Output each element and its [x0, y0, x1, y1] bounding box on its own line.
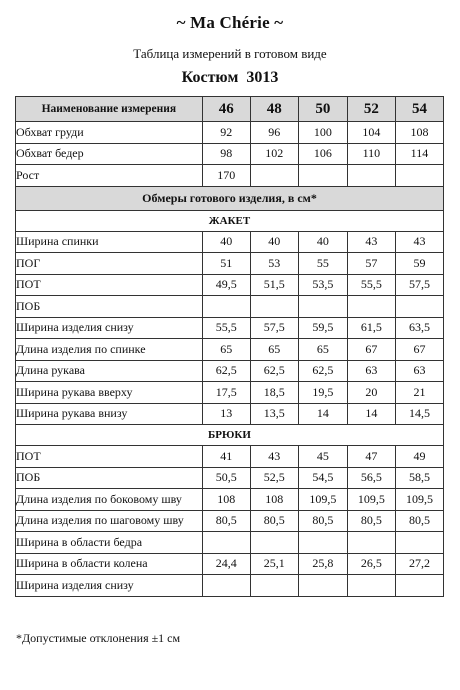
measurement-value: 14 — [347, 403, 395, 425]
measurement-value: 24,4 — [202, 553, 250, 575]
measurement-value: 106 — [298, 143, 347, 165]
measurement-value: 55,5 — [202, 317, 250, 339]
group-row — [16, 425, 444, 446]
column-header-size: 50 — [298, 97, 347, 122]
measurement-name: ПОБ — [16, 296, 203, 318]
table-row — [16, 253, 444, 275]
measurement-value: 13,5 — [250, 403, 298, 425]
measurement-value: 108 — [250, 489, 298, 511]
measurement-value: 43 — [250, 446, 298, 468]
table-row — [16, 575, 444, 597]
brand-title: ~ Ma Chérie ~ — [176, 13, 284, 32]
measurement-value — [298, 575, 347, 597]
table-row — [16, 122, 444, 144]
measurement-value — [202, 575, 250, 597]
measurement-value: 59,5 — [298, 317, 347, 339]
measurement-value: 25,8 — [298, 553, 347, 575]
measurement-value: 100 — [298, 122, 347, 144]
size-table — [15, 96, 444, 597]
measurement-value: 62,5 — [202, 360, 250, 382]
measurement-value: 109,5 — [347, 489, 395, 511]
table-row — [16, 360, 444, 382]
measurement-value: 96 — [250, 122, 298, 144]
table-header-row — [16, 97, 444, 122]
measurement-value: 110 — [347, 143, 395, 165]
column-header-size: 46 — [202, 97, 250, 122]
measurement-name: Рост — [16, 165, 203, 187]
column-header-size: 52 — [347, 97, 395, 122]
column-header-size: 54 — [395, 97, 443, 122]
table-row — [16, 446, 444, 468]
measurement-value: 65 — [202, 339, 250, 361]
measurement-value: 41 — [202, 446, 250, 468]
measurement-name: ПОТ — [16, 274, 203, 296]
measurement-value — [347, 296, 395, 318]
measurement-value: 54,5 — [298, 467, 347, 489]
measurement-value: 45 — [298, 446, 347, 468]
table-row — [16, 403, 444, 425]
document-subtitle: Таблица измерений в готовом виде — [133, 46, 327, 61]
measurement-value: 14 — [298, 403, 347, 425]
column-header-size: 48 — [250, 97, 298, 122]
measurement-value — [395, 532, 443, 554]
measurement-value — [202, 296, 250, 318]
measurement-name: ПОБ — [16, 467, 203, 489]
measurement-value — [395, 575, 443, 597]
measurement-value — [250, 532, 298, 554]
measurement-name: Длина рукава — [16, 360, 203, 382]
measurement-value: 57 — [347, 253, 395, 275]
measurement-value: 14,5 — [395, 403, 443, 425]
measurement-value: 109,5 — [395, 489, 443, 511]
measurement-value: 58,5 — [395, 467, 443, 489]
measurement-value: 51 — [202, 253, 250, 275]
measurement-value: 47 — [347, 446, 395, 468]
measurement-value: 80,5 — [298, 510, 347, 532]
measurement-name: Ширина спинки — [16, 231, 203, 253]
measurement-value — [298, 532, 347, 554]
measurement-value: 80,5 — [250, 510, 298, 532]
table-row — [16, 143, 444, 165]
measurement-value: 53 — [250, 253, 298, 275]
table-row — [16, 532, 444, 554]
measurement-value: 40 — [298, 231, 347, 253]
measurement-value: 92 — [202, 122, 250, 144]
measurement-value: 43 — [395, 231, 443, 253]
measurement-name: Длина изделия по боковому шву — [16, 489, 203, 511]
measurement-value — [250, 575, 298, 597]
measurement-name: Ширина рукава вверху — [16, 382, 203, 404]
table-row — [16, 274, 444, 296]
measurement-value — [298, 165, 347, 187]
measurement-value — [395, 296, 443, 318]
measurement-value: 63 — [395, 360, 443, 382]
table-row — [16, 489, 444, 511]
measurement-value: 104 — [347, 122, 395, 144]
measurement-value: 63 — [347, 360, 395, 382]
table-row — [16, 467, 444, 489]
table-row — [16, 296, 444, 318]
measurement-value: 67 — [347, 339, 395, 361]
measurement-value — [298, 296, 347, 318]
measurement-name: Обхват бедер — [16, 143, 203, 165]
measurement-value: 52,5 — [250, 467, 298, 489]
measurement-value: 19,5 — [298, 382, 347, 404]
measurement-value: 20 — [347, 382, 395, 404]
measurement-name: Ширина в области бедра — [16, 532, 203, 554]
model-title: Костюм 3013 — [181, 69, 279, 86]
measurement-value: 50,5 — [202, 467, 250, 489]
measurement-value: 114 — [395, 143, 443, 165]
measurement-value: 27,2 — [395, 553, 443, 575]
measurement-value: 55,5 — [347, 274, 395, 296]
section-title: Обмеры готового изделия, в см* — [16, 186, 444, 210]
table-row — [16, 382, 444, 404]
measurement-value: 25,1 — [250, 553, 298, 575]
measurement-value: 49,5 — [202, 274, 250, 296]
measurement-value: 17,5 — [202, 382, 250, 404]
measurement-value: 62,5 — [250, 360, 298, 382]
table-row — [16, 510, 444, 532]
table-row — [16, 553, 444, 575]
measurement-value: 170 — [202, 165, 250, 187]
measurement-value: 67 — [395, 339, 443, 361]
measurement-value: 63,5 — [395, 317, 443, 339]
measurement-value: 65 — [250, 339, 298, 361]
measurement-value: 108 — [395, 122, 443, 144]
measurement-value: 65 — [298, 339, 347, 361]
table-row — [16, 317, 444, 339]
measurement-value: 80,5 — [347, 510, 395, 532]
group-title: ЖАКЕТ — [16, 210, 444, 231]
measurement-name: ПОТ — [16, 446, 203, 468]
measurement-value: 80,5 — [395, 510, 443, 532]
measurement-name: Обхват груди — [16, 122, 203, 144]
measurement-value — [202, 532, 250, 554]
measurement-value: 43 — [347, 231, 395, 253]
measurement-value: 49 — [395, 446, 443, 468]
group-row — [16, 210, 444, 231]
column-header-name: Наименование измерения — [16, 97, 203, 122]
measurement-name: Ширина изделия снизу — [16, 317, 203, 339]
measurement-value: 40 — [250, 231, 298, 253]
measurement-name: Ширина изделия снизу — [16, 575, 203, 597]
measurement-value: 59 — [395, 253, 443, 275]
table-row — [16, 339, 444, 361]
measurement-value: 53,5 — [298, 274, 347, 296]
measurement-value — [395, 165, 443, 187]
section-row — [16, 186, 444, 210]
measurement-value: 21 — [395, 382, 443, 404]
measurement-value: 57,5 — [250, 317, 298, 339]
measurement-value — [347, 165, 395, 187]
measurement-value — [347, 575, 395, 597]
measurement-value: 18,5 — [250, 382, 298, 404]
measurement-value: 98 — [202, 143, 250, 165]
measurement-value: 109,5 — [298, 489, 347, 511]
measurement-name: Ширина рукава внизу — [16, 403, 203, 425]
group-title: БРЮКИ — [16, 425, 444, 446]
measurement-name: Длина изделия по шаговому шву — [16, 510, 203, 532]
measurement-value: 40 — [202, 231, 250, 253]
measurement-value: 61,5 — [347, 317, 395, 339]
measurement-value: 55 — [298, 253, 347, 275]
measurement-value — [347, 532, 395, 554]
measurement-name: Ширина в области колена — [16, 553, 203, 575]
measurement-value — [250, 296, 298, 318]
measurement-value — [250, 165, 298, 187]
measurement-name: Длина изделия по спинке — [16, 339, 203, 361]
measurement-name: ПОГ — [16, 253, 203, 275]
measurement-value: 62,5 — [298, 360, 347, 382]
table-row — [16, 231, 444, 253]
measurement-value: 108 — [202, 489, 250, 511]
measurement-value: 102 — [250, 143, 298, 165]
measurement-value: 56,5 — [347, 467, 395, 489]
measurement-value: 26,5 — [347, 553, 395, 575]
footnote: *Допустимые отклонения ±1 см — [16, 631, 181, 645]
measurement-value: 57,5 — [395, 274, 443, 296]
measurement-value: 51,5 — [250, 274, 298, 296]
table-row — [16, 165, 444, 187]
measurement-value: 13 — [202, 403, 250, 425]
measurement-value: 80,5 — [202, 510, 250, 532]
